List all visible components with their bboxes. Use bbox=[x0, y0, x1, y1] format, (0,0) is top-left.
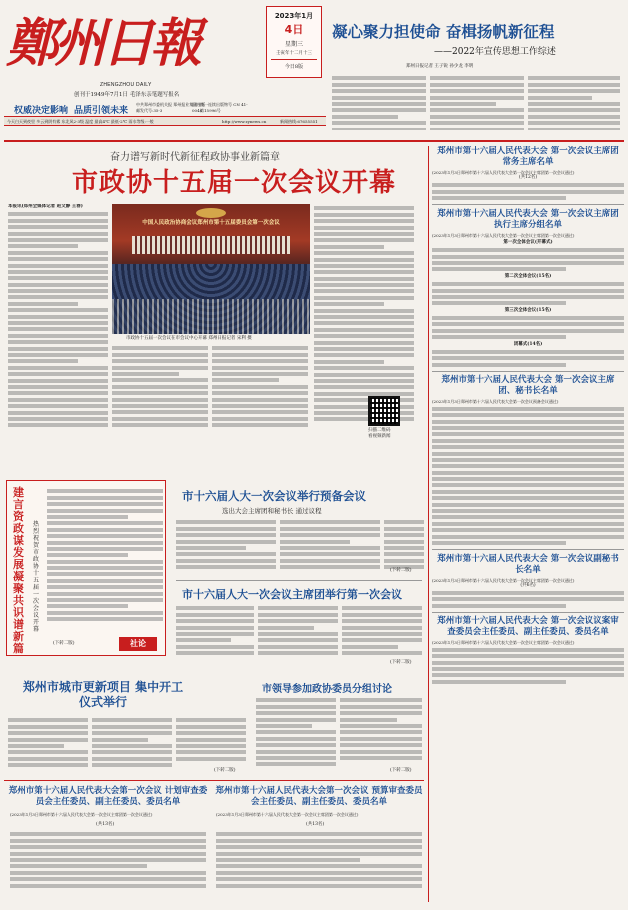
weather-strip bbox=[4, 116, 326, 126]
bottom-left-names bbox=[10, 830, 206, 890]
lead-column-3 bbox=[212, 344, 308, 434]
prep-subhead: 选出大会主席团和秘书长 通过议程 bbox=[222, 507, 322, 515]
commentary-text bbox=[47, 487, 163, 635]
bottom-mid-names bbox=[216, 830, 422, 890]
banner-column-1 bbox=[332, 74, 426, 130]
rail-list2-sec1: 第一次全体会议(开幕式) bbox=[503, 239, 553, 245]
slogan-right: 品质引领未来 bbox=[74, 106, 129, 116]
rail-list2-note: (2023年1月3日郑州市第十六届人民代表大会第一次会议主席团第一次会议通过) bbox=[432, 232, 575, 238]
presidium-column-2 bbox=[258, 604, 338, 666]
date-year: 2023年1月 bbox=[274, 12, 314, 20]
renewal-column-1 bbox=[8, 716, 88, 774]
rail-list5-note: (2023年1月3日郑州市第十六届人民代表大会第一次会议主席团第一次会议通过) bbox=[432, 640, 575, 646]
lunar-date: 壬寅年十二月十三 bbox=[276, 51, 312, 56]
commentary-badge: 社论 bbox=[119, 637, 157, 651]
postal-code: 邮发代号:35-3 bbox=[136, 108, 163, 113]
qr-label-1: 扫描二维码 bbox=[368, 428, 391, 433]
bottom-left-count: (共13名) bbox=[96, 822, 115, 827]
rail-list3-title: 郑州市第十六届人民代表大会 第一次会议主席团、秘书长名单 bbox=[441, 375, 615, 397]
renewal-headline-text: 郑州市城市更新项目 集中开工仪式举行 bbox=[22, 680, 184, 709]
banner-column-2 bbox=[430, 74, 524, 130]
masthead-char: 日 bbox=[102, 13, 151, 74]
weekday: 星期三 bbox=[284, 41, 303, 48]
rail-list4-title: 郑州市第十六届人民代表大会 第一次会议副秘书长名单 bbox=[437, 553, 619, 575]
bottom-mid-title bbox=[214, 786, 424, 808]
publisher-line: 中共郑州市委机关报 郑州报业集团出版 bbox=[136, 102, 206, 107]
page-count: 今日8版 bbox=[284, 64, 304, 70]
commentary-subtitle-text: 热烈祝贺市政协十五届一次会议开幕 bbox=[33, 521, 40, 633]
lead-headline: 市政协十五届一次会议开幕 bbox=[72, 168, 397, 198]
lead-column-1 bbox=[8, 204, 108, 434]
lead-kicker: 奋力谱写新时代新征程政协事业新篇章 bbox=[110, 152, 280, 163]
prep-column-2 bbox=[280, 518, 380, 576]
rail-list2-sec2: 第二次全体会议(15名) bbox=[504, 273, 552, 279]
top-banner bbox=[328, 6, 624, 132]
renewal-column-3 bbox=[176, 716, 246, 774]
qr-code[interactable] bbox=[368, 396, 400, 426]
date-day: 4日 bbox=[284, 23, 304, 36]
bottom-left-title bbox=[8, 786, 208, 808]
prep-column-1 bbox=[176, 518, 276, 576]
leaders-more: (下转二版) bbox=[390, 768, 412, 773]
serial-number: 第15996号 bbox=[200, 108, 221, 113]
leaders-column-1 bbox=[256, 696, 336, 774]
founded-line: 创刊于1949年7月1日 毛泽东亲笔题写报名 bbox=[74, 92, 180, 98]
website-text: http://www.zynews.cn bbox=[222, 119, 267, 124]
commentary-subtitle bbox=[33, 521, 43, 633]
masthead-char: 報 bbox=[150, 13, 199, 74]
rail-list1-note: (2023年1月3日郑州市第十六届人民代表大会第一次会议主席团第一次会议通过) bbox=[432, 170, 575, 175]
commentary-title-text: 建言资政谋发展 凝聚共识谱新篇 bbox=[13, 486, 24, 655]
presidium-headline: 市十六届人大一次会议主席团举行第一次会议 bbox=[182, 588, 402, 601]
bottom-left-title-text: 郑州市第十六届人民代表大会第一次会议 计划审查委员会主任委员、副主任委员、委员名单 bbox=[8, 786, 208, 807]
banner-subhead: ——2022年宣传思想工作综述 bbox=[434, 47, 556, 57]
commentary-more: (下转二版) bbox=[53, 641, 75, 646]
prep-headline: 市十六届人大一次会议举行预备会议 bbox=[182, 489, 366, 503]
lead-column-2 bbox=[112, 344, 208, 434]
weather-text: 今天白天到夜里 多云到阴有雾 东北风2-3级 温度 最高4℃ 最低-2℃ 雨水等级:一般 bbox=[7, 119, 154, 124]
bottom-mid-title-text: 郑州市第十六届人民代表大会第一次会议 预算审查委员会主任委员、副主任委员、委员名单 bbox=[215, 786, 423, 807]
qr-label-2: 看视频新闻 bbox=[368, 434, 391, 439]
photo-caption: 市政协十五届一次会议在市会议中心开幕 郑州日报记者 宋利 摄 bbox=[126, 336, 252, 341]
rail-list4-count: (共6名) bbox=[520, 582, 536, 588]
prep-more: (下转二版) bbox=[390, 568, 412, 573]
leaders-column-2 bbox=[340, 696, 422, 774]
presidium-more: (下转二版) bbox=[390, 660, 412, 665]
masthead-english: ZHENGZHOU DAILY bbox=[100, 82, 152, 88]
commentary-title bbox=[13, 487, 29, 655]
bottom-mid-note: (2023年1月3日郑州市第十六届人民代表大会第一次会议主席团第一次会议通过) bbox=[216, 812, 359, 817]
rail-list3-note: (2023年1月3日郑州市第十六届人民代表大会第一次会议预备会议通过) bbox=[432, 399, 559, 405]
rail-list1-count: (共12名) bbox=[518, 175, 538, 180]
bottom-left-note: (2023年1月3日郑州市第十六届人民代表大会第一次会议主席团第一次会议通过) bbox=[10, 812, 153, 817]
presidium-column-1 bbox=[176, 604, 254, 666]
photo-banner: 中国人民政治协商会议郑州市第十五届委员会第一次会议 bbox=[142, 220, 280, 226]
leaders-headline: 市领导参加政协委员分组讨论 bbox=[262, 684, 392, 695]
rail-list2-sec4: 闭幕式(14名) bbox=[513, 341, 543, 347]
renewal-headline bbox=[18, 680, 188, 710]
rail-list5-title: 郑州市第十六届人民代表大会 第一次会议议案审查委员会主任委员、副主任委员、委员名单 bbox=[437, 616, 619, 638]
masthead-title bbox=[6, 14, 206, 74]
rail-list1-title: 郑州市第十六届人民代表大会 第一次会议主席团常务主席名单 bbox=[437, 146, 619, 167]
masthead-char: 州 bbox=[54, 13, 103, 74]
banner-column-3 bbox=[528, 74, 620, 130]
lead-photo bbox=[112, 204, 310, 334]
masthead-char: 鄭 bbox=[6, 13, 55, 74]
commentary-box bbox=[6, 480, 166, 656]
rail-list4-note: (2023年1月3日郑州市第十六届人民代表大会第一次会议主席团第一次会议通过) bbox=[432, 577, 575, 583]
banner-byline: 郑州日报记者 王子锐 孙少龙 李明 bbox=[406, 64, 474, 69]
renewal-column-2 bbox=[92, 716, 172, 774]
bottom-mid-count: (共13名) bbox=[306, 822, 325, 827]
banner-headline: 凝心聚力担使命 奋楫扬帆新征程 bbox=[332, 23, 555, 41]
hotline-text: 新闻热线:67655551 bbox=[280, 119, 318, 124]
rail-list2-title: 郑州市第十六届人民代表大会 第一次会议主席团执行主席分组名单 bbox=[437, 208, 619, 230]
lead-dateline: 本报讯(郑州全媒体记者 赵文静 王春) bbox=[8, 204, 83, 209]
date-box bbox=[266, 6, 322, 78]
right-rail bbox=[432, 146, 624, 902]
presidium-column-3 bbox=[342, 604, 422, 666]
cn-code: 国内统一连续出版物号 CN 41-0046 bbox=[192, 102, 248, 113]
rail-list2-sec3: 第三次全体会议(15名) bbox=[504, 307, 552, 313]
slogan-left: 权威决定影响 bbox=[14, 106, 69, 116]
renewal-more: (下转二版) bbox=[214, 768, 236, 773]
